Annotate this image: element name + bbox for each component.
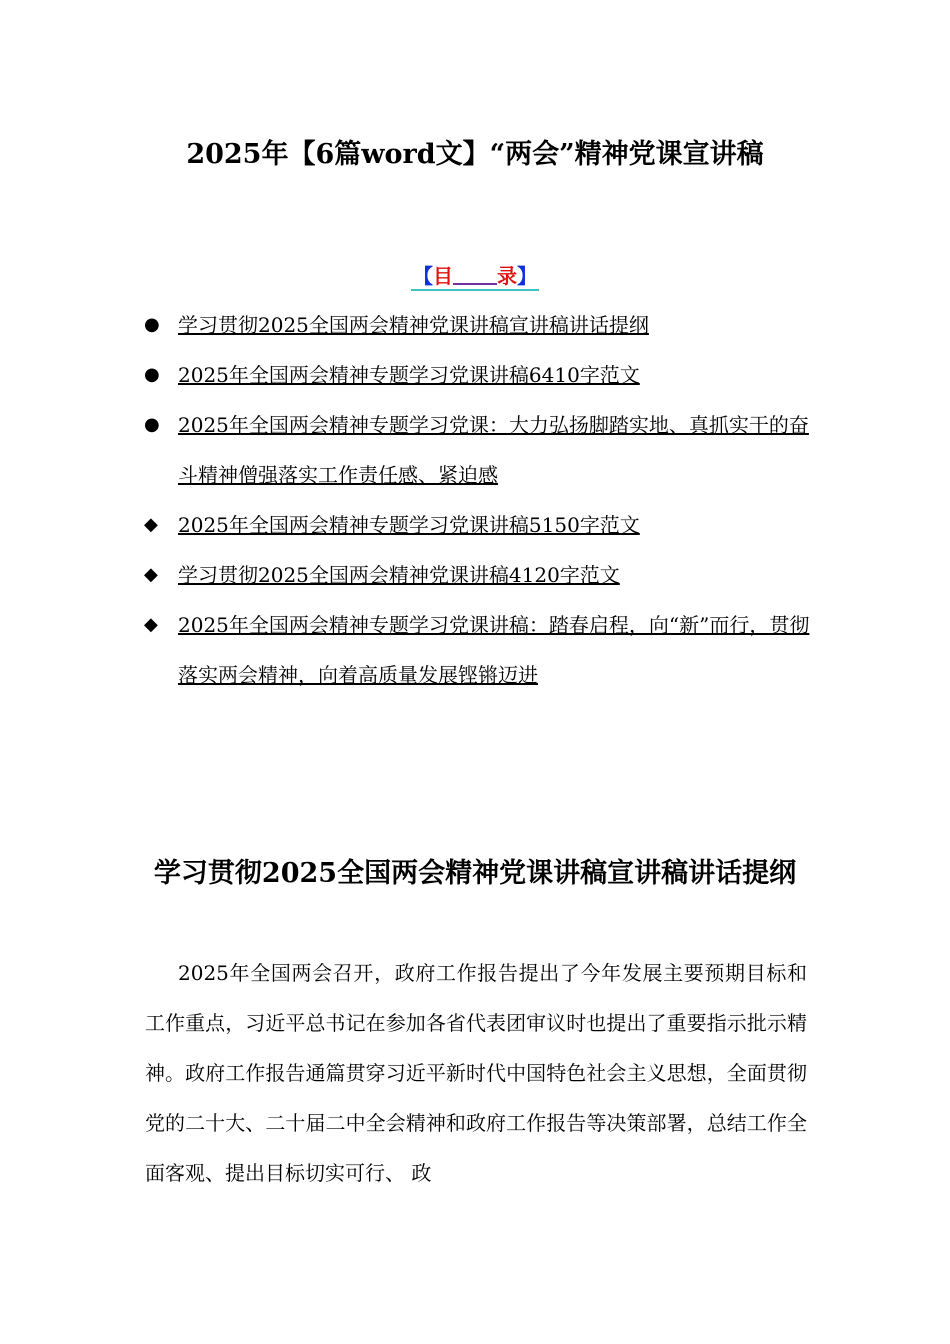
toc-link[interactable]: 学习贯彻2025全国两会精神党课讲稿4120字范文 <box>178 563 620 587</box>
toc-item <box>140 500 820 550</box>
toc-char-1: 目 <box>433 264 453 288</box>
body-paragraph: 2025年全国两会召开，政府工作报告提出了今年发展主要预期目标和工作重点，习近平总书记在参加各省代表团审议时也提出了重要指示批示精神。政府工作报告通篇贯穿习近平新时代中国特色社会主义思想，全面贯彻党的二十大、二十届二中全会精神和政府工作报告等决策部署，总结工作全面客观、提出目标切实可行、 政 <box>145 961 807 1185</box>
toc-close-bracket: 】 <box>517 264 537 288</box>
toc-link[interactable]: 2025年全国两会精神专题学习党课讲稿6410字范文 <box>178 363 640 387</box>
table-of-contents <box>140 300 820 700</box>
toc-item <box>140 400 820 500</box>
toc-item <box>140 300 820 350</box>
section-title: 学习贯彻2025全国两会精神党课讲稿宣讲稿讲话提纲 <box>153 858 797 889</box>
toc-open-bracket: 【 <box>413 264 433 288</box>
toc-link[interactable]: 学习贯彻2025全国两会精神党课讲稿宣讲稿讲话提纲 <box>178 313 649 337</box>
bullet-circle-icon: ● <box>144 414 160 435</box>
toc-heading <box>0 260 950 289</box>
toc-item <box>140 600 820 700</box>
toc-item <box>140 350 820 400</box>
bullet-circle-icon: ● <box>144 364 160 385</box>
bullet-circle-icon: ● <box>144 314 160 335</box>
bullet-diamond-icon: ◆ <box>144 614 158 635</box>
toc-link[interactable]: 2025年全国两会精神专题学习党课讲稿：踏春启程，向“新”而行，贯彻落实两会精神，向着高质量发展铿锵迈进 <box>178 613 810 687</box>
toc-link[interactable]: 2025年全国两会精神专题学习党课：大力弘扬脚踏实地、真抓实干的奋斗精神僧强落实工作责任感、紧迫感 <box>178 413 809 487</box>
toc-char-2: 录 <box>497 264 517 288</box>
document-title: 2025年【6篇word文】“两会”精神党课宣讲稿 <box>186 139 764 170</box>
bullet-diamond-icon: ◆ <box>144 564 158 585</box>
toc-link[interactable]: 2025年全国两会精神专题学习党课讲稿5150字范文 <box>178 513 640 537</box>
bullet-diamond-icon: ◆ <box>144 514 158 535</box>
toc-item <box>140 550 820 600</box>
